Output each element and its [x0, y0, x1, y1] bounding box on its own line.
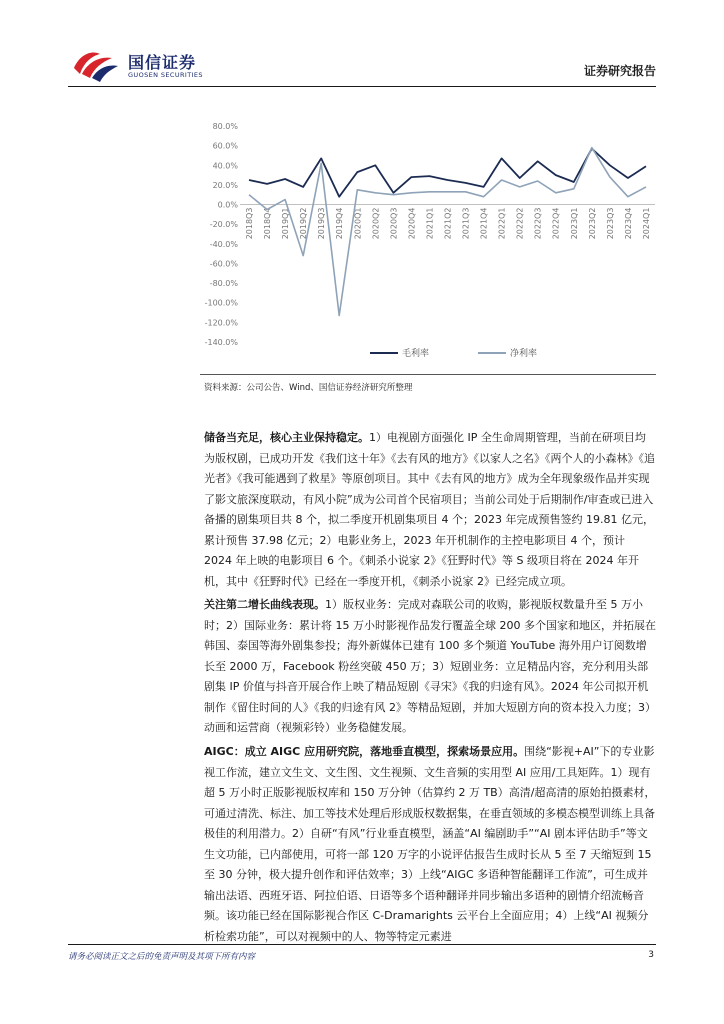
- x-tick-label: 2021Q1: [425, 207, 435, 240]
- legend-label: 净利率: [510, 349, 538, 359]
- x-tick-label: 2021Q4: [479, 207, 489, 240]
- y-tick-label: 40.0%: [212, 161, 238, 171]
- paragraph-aigc: [204, 742, 656, 947]
- margin-line-chart: [200, 112, 660, 370]
- footer-divider: [68, 944, 656, 945]
- paragraph-second-curve: [204, 595, 656, 739]
- paragraph-reserves-body: 1）电视剧方面强化 IP 全生命周期管理，当前在研项目均为版权剧，已成功开发《我们这十年》《去有风的地方》《以家人之名》《两个人的小森林》《追光者》《我可能遇到了救星》等原创项目。其中《去有风的地方》成为全年现象级作品并实现了影文旅深度联动，有风小院”成为公司首个民宿项目；当前公司处于后期制作/审查或已进入备播的剧集项目共 8 个，拟二季度开机剧集项目 4 个；2023 年完成预售签约 19.81 亿元，累计预售 37.98 亿元；2）电影业务上，2023 年开机制作的主控电影项目 4 个，预计 2024 年上映的电影项目 6 个。《刺杀小说家 2》《狂野时代》等 S 级项目将在 2024 年开机，其中《狂野时代》已经在一季度开机，《刺杀小说家 2》已经完成立项。: [204, 431, 655, 588]
- legend-label: 毛利率: [402, 349, 430, 359]
- guosen-logo-mark: [70, 44, 122, 84]
- paragraph-second-curve-body: 1）版权业务：完成对森联公司的收购，影视版权数量升至 5 万小时；2）国际业务：累计将 15 万小时影视作品发行覆盖全球 200 多个国家和地区，并拓展在韩国、泰国等海外剧集参投；海外新媒体已建有 100 多个频道 YouTube 海外用户订阅数增长至 2000 万，Facebook 粉丝突破 450 万；3）短剧业务：立足精品内容，充分利用头部剧集 IP 价值与抖音开展合作上映了精品短剧《寻宋》《我的归途有风》。2024 年公司拟开机制作《留住时间的人》《我的归途有风 2》等精品短剧，并加大短剧方向的资本投入力度；3）动画和运营商（视频彩铃）业务稳健发展。: [204, 598, 656, 734]
- x-tick-label: 2023Q1: [569, 207, 579, 240]
- x-tick-label: 2019Q2: [299, 207, 309, 240]
- y-tick-label: -60.0%: [209, 259, 238, 269]
- paragraph-aigc-body: 围绕“影视+AI”下的专业影视工作流，建立文生文、文生图、文生视频、文生音频的实用型 AI 应用/工具矩阵。1）现有超 5 万小时正版影视版权库和 150 万分钟（估算约 2 万 TB）高清/超高清的原始拍摄素材，可通过清洗、标注、加工等技术处理后形成版权数据集，在垂直领域的多模态模型训练上具备极佳的利用潜力。2）自研“有风”行业垂直模型，涵盖“AI 编剧助手”“AI 剧本评估助手”等文生文功能，已内部使用，可将一部 120 万字的小说评估报告生成时长从 5 至 7 天缩短到 15 至 30 分钟，极大提升创作和评估效率；3）上线“AIGC 多语种智能翻译工作流”，可生成并输出法语、西班牙语、阿拉伯语、日语等多个语种翻译并同步输出多语种的剧情介绍流畅音频。该功能已经在国际影视合作区 C-Dramarights 云平台上全面应用；4）上线“AI 视频分析检索功能”，可以对视频中的人、物等特定元素进: [204, 745, 656, 943]
- x-tick-label: 2019Q4: [335, 207, 345, 240]
- x-tick-label: 2020Q4: [407, 207, 417, 240]
- y-tick-label: -120.0%: [204, 318, 238, 328]
- page-number: 3: [648, 950, 654, 960]
- x-tick-label: 2024Q1: [641, 207, 651, 240]
- x-tick-label: 2019Q1: [281, 207, 291, 240]
- y-tick-label: -100.0%: [204, 298, 238, 308]
- x-tick-label: 2018Q4: [263, 207, 273, 240]
- logo-chinese-name: 国信证券: [128, 53, 197, 72]
- guosen-logo: [70, 44, 210, 86]
- x-tick-label: 2021Q2: [443, 207, 453, 240]
- y-tick-label: -20.0%: [209, 220, 238, 230]
- y-tick-label: -40.0%: [209, 239, 238, 249]
- x-tick-label: 2022Q1: [497, 207, 507, 240]
- x-tick-label: 2021Q3: [461, 207, 471, 240]
- y-tick-label: 0.0%: [217, 200, 238, 210]
- logo-english-name: GUOSEN SECURITIES: [128, 71, 203, 79]
- x-tick-label: 2022Q3: [533, 207, 543, 240]
- y-tick-label: 60.0%: [212, 141, 238, 151]
- y-tick-label: -80.0%: [209, 279, 238, 289]
- chart-source: 资料来源：公司公告、Wind、国信证券经济研究所整理: [204, 383, 413, 393]
- paragraph-aigc-lead: AIGC：成立 AIGC 应用研究院，落地垂直模型，探索场景应用。: [204, 745, 525, 758]
- header-divider: [68, 86, 656, 87]
- x-tick-label: 2019Q3: [317, 207, 327, 240]
- x-tick-label: 2022Q4: [551, 207, 561, 240]
- x-tick-label: 2022Q2: [515, 207, 525, 240]
- gross-margin-line: [249, 149, 646, 197]
- page-header: [0, 0, 724, 92]
- chart-divider: [200, 374, 656, 375]
- x-tick-label: 2020Q2: [371, 207, 381, 240]
- x-tick-label: 2023Q3: [605, 207, 615, 240]
- x-tick-label: 2020Q3: [389, 207, 399, 240]
- footer-disclaimer: 请务必阅读正文之后的免责声明及其项下所有内容: [68, 952, 256, 962]
- x-tick-label: 2018Q3: [245, 207, 255, 240]
- paragraph-reserves: [204, 428, 656, 592]
- paragraph-second-curve-lead: 关注第二增长曲线表现。: [204, 598, 325, 611]
- y-tick-label: 20.0%: [212, 180, 238, 190]
- y-tick-label: 80.0%: [212, 122, 238, 131]
- report-type: 证券研究报告: [583, 64, 656, 78]
- paragraph-reserves-lead: 储备当充足，核心主业保持稳定。: [204, 431, 369, 444]
- y-tick-label: -140.0%: [204, 338, 238, 347]
- x-tick-label: 2023Q2: [587, 207, 597, 240]
- x-tick-label: 2020Q1: [353, 207, 363, 240]
- x-tick-label: 2023Q4: [623, 207, 633, 240]
